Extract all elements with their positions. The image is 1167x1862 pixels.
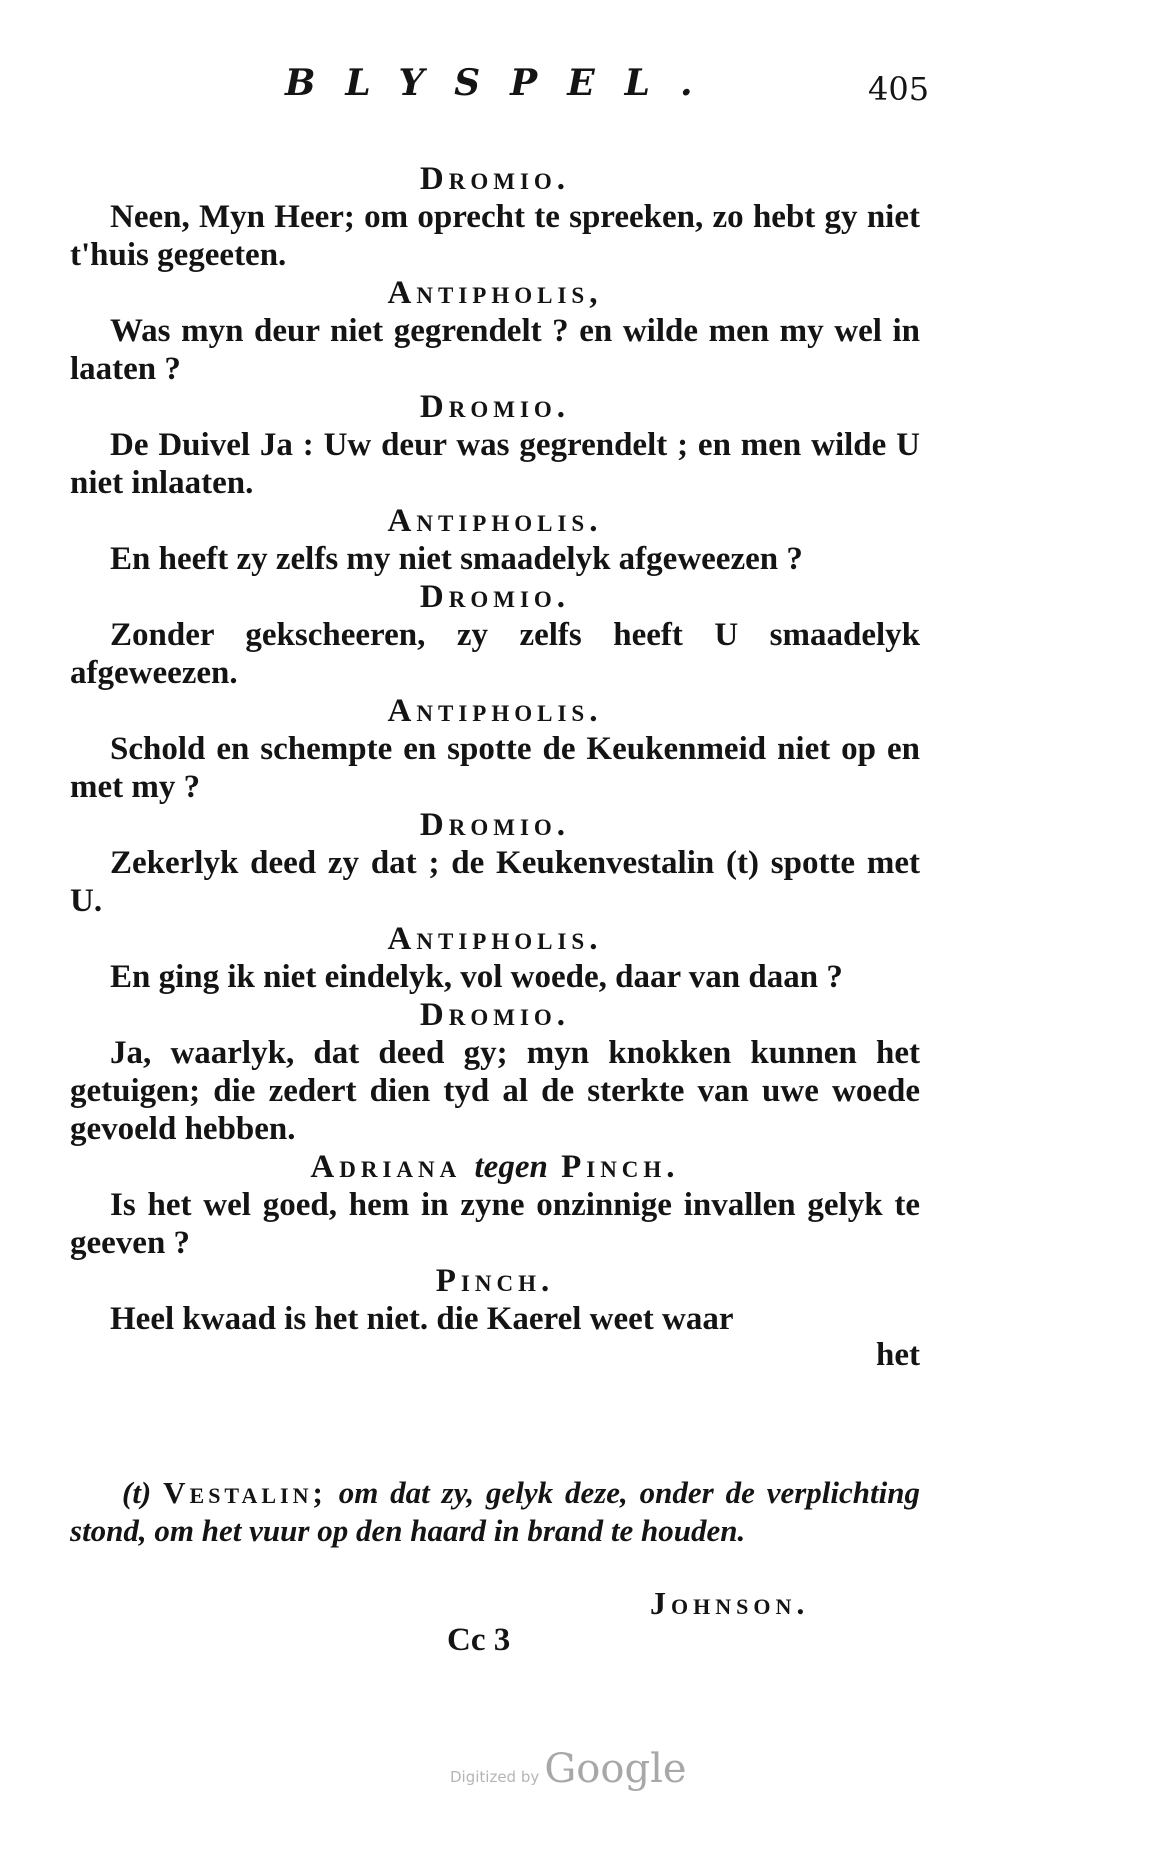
running-head [0, 62, 1167, 112]
catchword: het [876, 1337, 920, 1373]
speaker-with-direction [70, 1148, 920, 1186]
stage-direction: tegen [474, 1149, 548, 1185]
speaker-name: Antipholis. [387, 693, 603, 729]
speech-text: Heel kwaad is het niet. die Kaerel weet waar [110, 1301, 734, 1337]
speech-text: En heeft zy zelfs my niet smaadelyk afgeweezen ? [110, 541, 803, 577]
speech-text: En ging ik niet eindelyk, vol woede, daar van daan ? [110, 959, 843, 995]
speech-text: Ja, waarlyk, dat deed gy; myn knokken kunnen het getuigen; die zedert dien tyd al de sterkte van uwe woede gevoeld hebben. [70, 1035, 920, 1147]
speech-text: Neen, Myn Heer; om oprecht te spreeken, zo hebt gy niet t'huis gegeeten. [70, 199, 920, 273]
speaker-name: Antipholis. [387, 503, 603, 539]
speaker-name: Pinch. [435, 1263, 555, 1299]
speech-text: Zekerlyk deed zy dat ; de Keukenvestalin (t) spotte met U. [70, 845, 920, 919]
footnote-term: Vestalin; [163, 1475, 327, 1510]
speaker-name: Dromio. [419, 997, 571, 1033]
footnote-source: Johnson. [650, 1585, 810, 1621]
speaker-name: Antipholis, [387, 275, 603, 311]
watermark-brand: Google [544, 1746, 687, 1792]
speaker-name: Dromio. [419, 807, 571, 843]
addressee-name: Pinch. [561, 1149, 680, 1185]
speech-text: Is het wel goed, hem in zyne onzinnige invallen gelyk te geeven ? [70, 1187, 920, 1261]
running-title: BLYSPEL. [285, 62, 723, 104]
speech-text: Schold en schempte en spotte de Keukenmeid niet op en met my ? [70, 731, 920, 805]
dialogue-text [70, 160, 920, 1374]
speaker-name: Antipholis. [387, 921, 603, 957]
footnote [70, 1474, 920, 1550]
watermark-prefix: Digitized by [450, 1768, 540, 1786]
page-number: 405 [868, 70, 930, 108]
speaker-name: Dromio. [419, 389, 571, 425]
footnote-marker: (t) [122, 1475, 152, 1510]
speech-text: Zonder gekscheeren, zy zelfs heeft U smaadelyk afgeweezen. [70, 617, 920, 691]
speech-text: Was myn deur niet gegrendelt ? en wilde men my wel in laaten ? [70, 313, 920, 387]
speaker-name: Dromio. [419, 579, 571, 615]
signature-mark: Cc 3 [447, 1622, 511, 1658]
speaker-name: Dromio. [419, 161, 571, 197]
digitization-watermark [450, 1746, 687, 1792]
footnote-text: om dat zy, gelyk deze, onder de verplichting stond, om het vuur op den haard in brand te houden. [70, 1475, 920, 1548]
speaker-name: Adriana [310, 1149, 462, 1185]
speech-text: De Duivel Ja : Uw deur was gegrendelt ; en men wilde U niet inlaaten. [70, 427, 920, 501]
